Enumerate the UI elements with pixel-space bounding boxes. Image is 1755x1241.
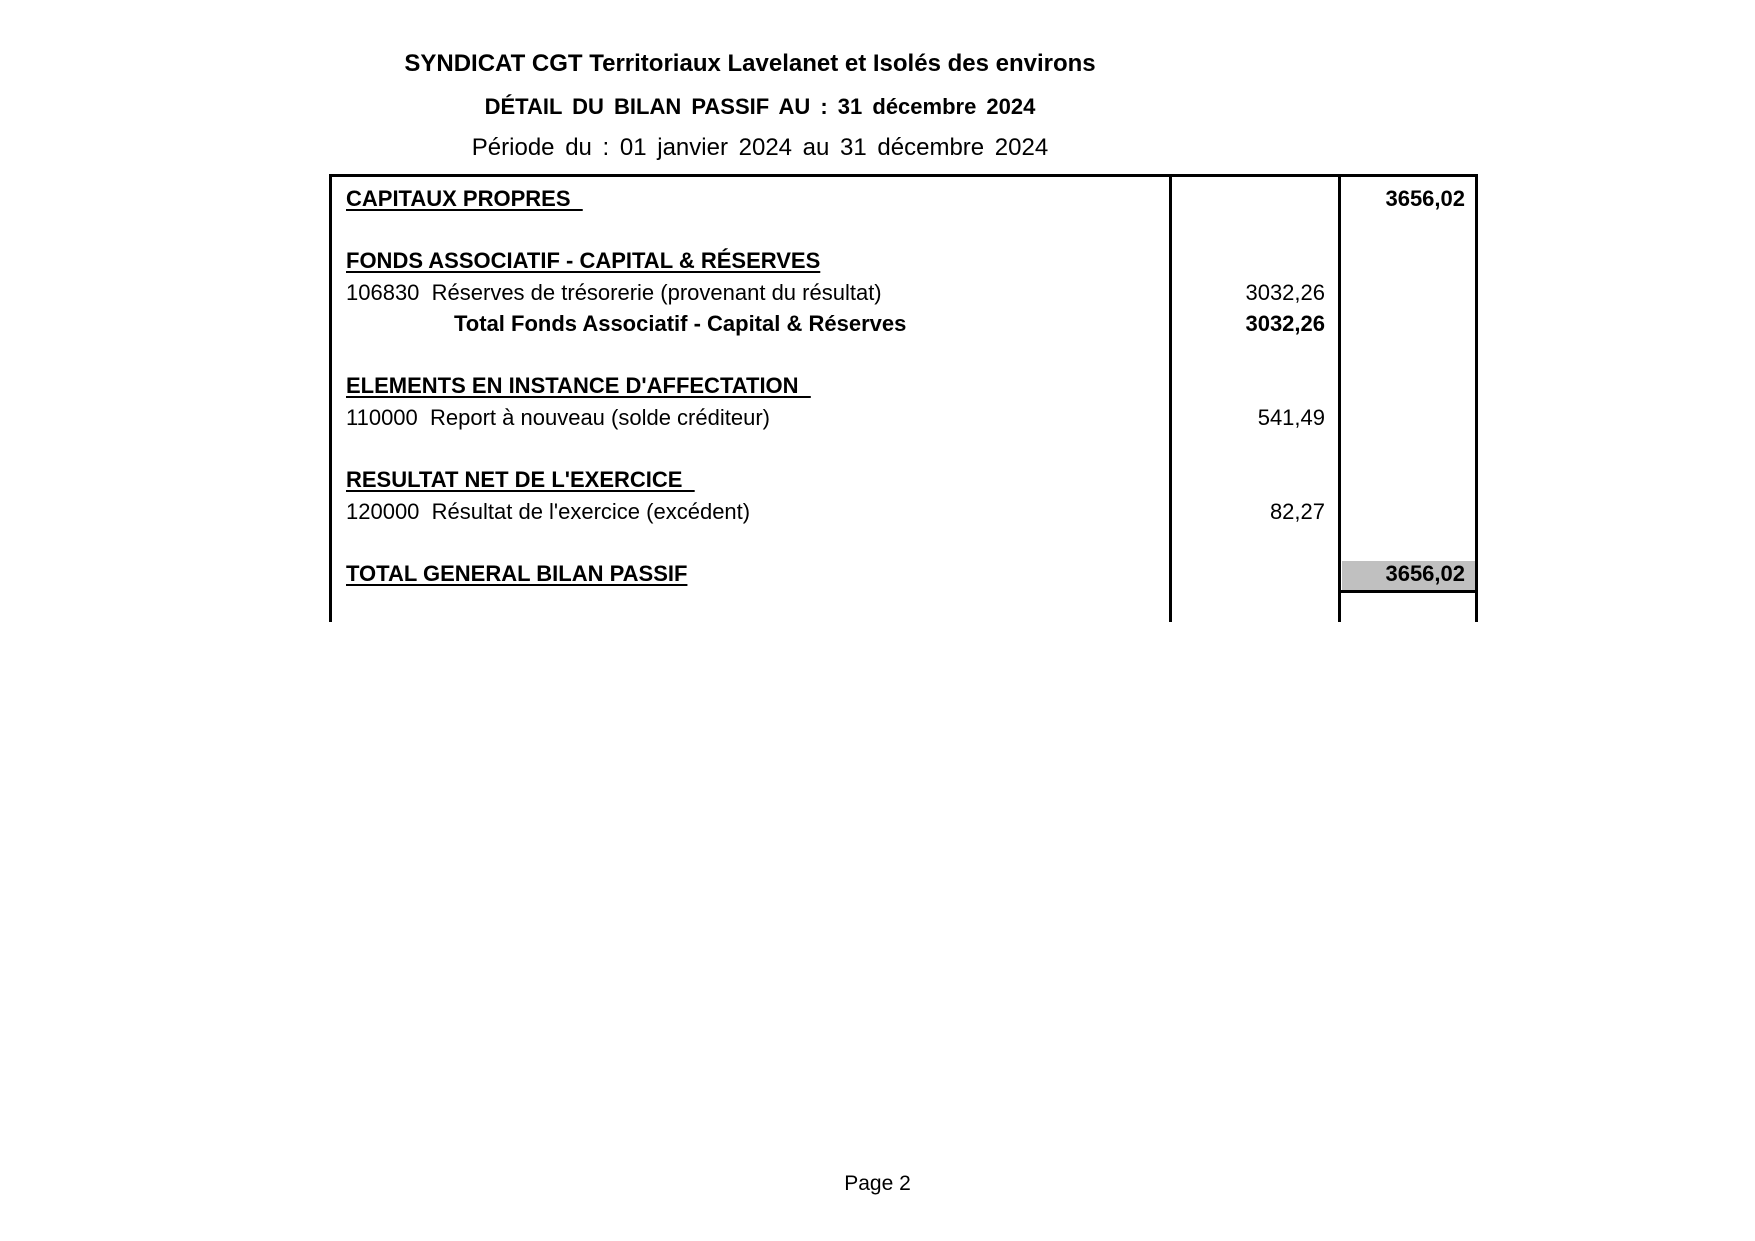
table-divider-right <box>1338 174 1341 622</box>
document-subtitle: DÉTAIL DU BILAN PASSIF AU : 31 décembre 2024 <box>484 94 1036 119</box>
section-capitaux-propres: CAPITAUX PROPRES <box>346 186 583 211</box>
total-general-value: 3656,02 <box>1385 561 1465 586</box>
line-106830-value: 3032,26 <box>1245 280 1325 305</box>
section-fonds-associatif: FONDS ASSOCIATIF - CAPITAL & RÉSERVES <box>346 248 821 273</box>
section-resultat-net: RESULTAT NET DE L'EXERCICE <box>346 467 695 492</box>
table-divider-mid <box>1169 174 1172 622</box>
line-110000-label: 110000 Report à nouveau (solde créditeur) <box>346 405 770 430</box>
document-title: SYNDICAT CGT Territoriaux Lavelanet et Isolés des environs <box>404 50 1096 77</box>
total-bottom-border <box>1338 590 1478 593</box>
page-number: Page 2 <box>844 1172 911 1195</box>
line-120000-label: 120000 Résultat de l'exercice (excédent) <box>346 499 751 524</box>
table-top-border <box>329 174 1476 177</box>
capitaux-propres-total: 3656,02 <box>1385 186 1465 211</box>
fonds-associatif-total-value: 3032,26 <box>1245 311 1325 336</box>
fonds-associatif-total-label: Total Fonds Associatif - Capital & Réserves <box>454 311 907 336</box>
line-120000-value: 82,27 <box>1269 499 1325 524</box>
line-106830-label: 106830 Réserves de trésorerie (provenant du résultat) <box>346 280 882 305</box>
section-elements-instance: ELEMENTS EN INSTANCE D'AFFECTATION <box>346 373 811 398</box>
table-right-border <box>1475 174 1478 622</box>
period-line: Période du : 01 janvier 2024 au 31 décembre 2024 <box>471 134 1049 161</box>
line-110000-value: 541,49 <box>1257 405 1325 430</box>
total-general-label: TOTAL GENERAL BILAN PASSIF <box>346 561 688 586</box>
table-left-border <box>329 174 332 622</box>
